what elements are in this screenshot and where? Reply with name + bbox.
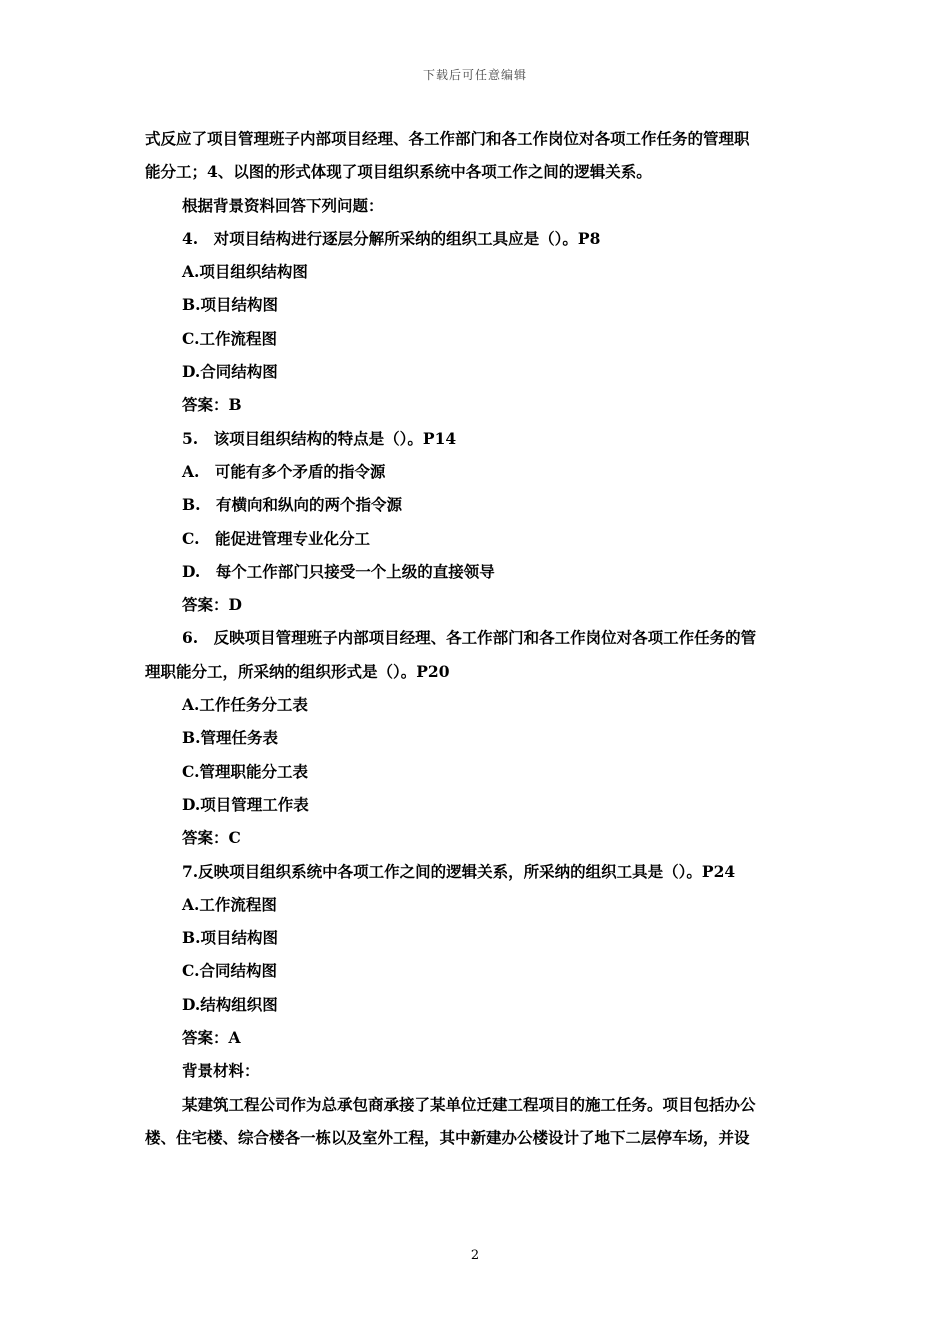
text-line: B.管理任务表 [182, 728, 278, 748]
text-line: A.项目组织结构图 [182, 262, 308, 282]
text-line: 6. 反映项目管理班子内部项目经理、各工作部门和各工作岗位对各项工作任务的管 [182, 628, 757, 648]
text-line: 答案：C [182, 828, 241, 848]
text-line: B. 有横向和纵向的两个指令源 [182, 495, 402, 515]
text-line: C. 能促进管理专业化分工 [182, 528, 370, 548]
text-line: 答案：D [182, 595, 242, 615]
page-number: 2 [470, 1248, 480, 1263]
text-line: C.合同结构图 [182, 961, 277, 981]
text-line: 式反应了项目管理班子内部项目经理、各工作部门和各工作岗位对各项工作任务的管理职 [145, 129, 750, 148]
text-line: 能分工；4、以图的形式体现了项目组织系统中各项工作之间的逻辑关系。 [145, 162, 652, 182]
text-line: 根据背景资料回答下列问题： [182, 195, 384, 215]
text-line: D.结构组织图 [182, 994, 278, 1014]
text-line: 背景材料： [182, 1061, 260, 1081]
text-line: 7.反映项目组织系统中各项工作之间的逻辑关系，所采纳的组织工具是（）。P24 [182, 861, 736, 881]
text-line: C.管理职能分工表 [182, 761, 308, 781]
text-line: 楼、住宅楼、综合楼各一栋以及室外工程，其中新建办公楼设计了地下二层停车场，并设 [145, 1127, 750, 1147]
text-line: B.项目结构图 [182, 928, 278, 948]
text-line: 5. 该项目组织结构的特点是（）。P14 [182, 428, 457, 448]
text-line: D. 每个工作部门只接受一个上级的直接领导 [182, 561, 495, 581]
text-line: 理职能分工，所采纳的组织形式是（）。P20 [145, 661, 450, 681]
page-header: 下载后可任意编辑 [422, 68, 527, 82]
text-line: 4. 对项目结构进行逐层分解所采纳的组织工具应是（）。P8 [182, 228, 601, 248]
text-line: D.项目管理工作表 [182, 794, 309, 814]
text-line: D.合同结构图 [182, 362, 278, 382]
text-line: 答案：A [182, 1028, 241, 1048]
text-line: A.工作流程图 [182, 894, 277, 914]
document-body [145, 122, 810, 1154]
text-line: A. 可能有多个矛盾的指令源 [182, 461, 386, 481]
text-line: 答案：B [182, 395, 242, 415]
text-line: B.项目结构图 [182, 295, 278, 315]
text-line: 某建筑工程公司作为总承包商承接了某单位迁建工程项目的施工任务。项目包括办公 [182, 1094, 756, 1114]
text-line: C.工作流程图 [182, 328, 277, 348]
text-line: A.工作任务分工表 [182, 695, 308, 715]
